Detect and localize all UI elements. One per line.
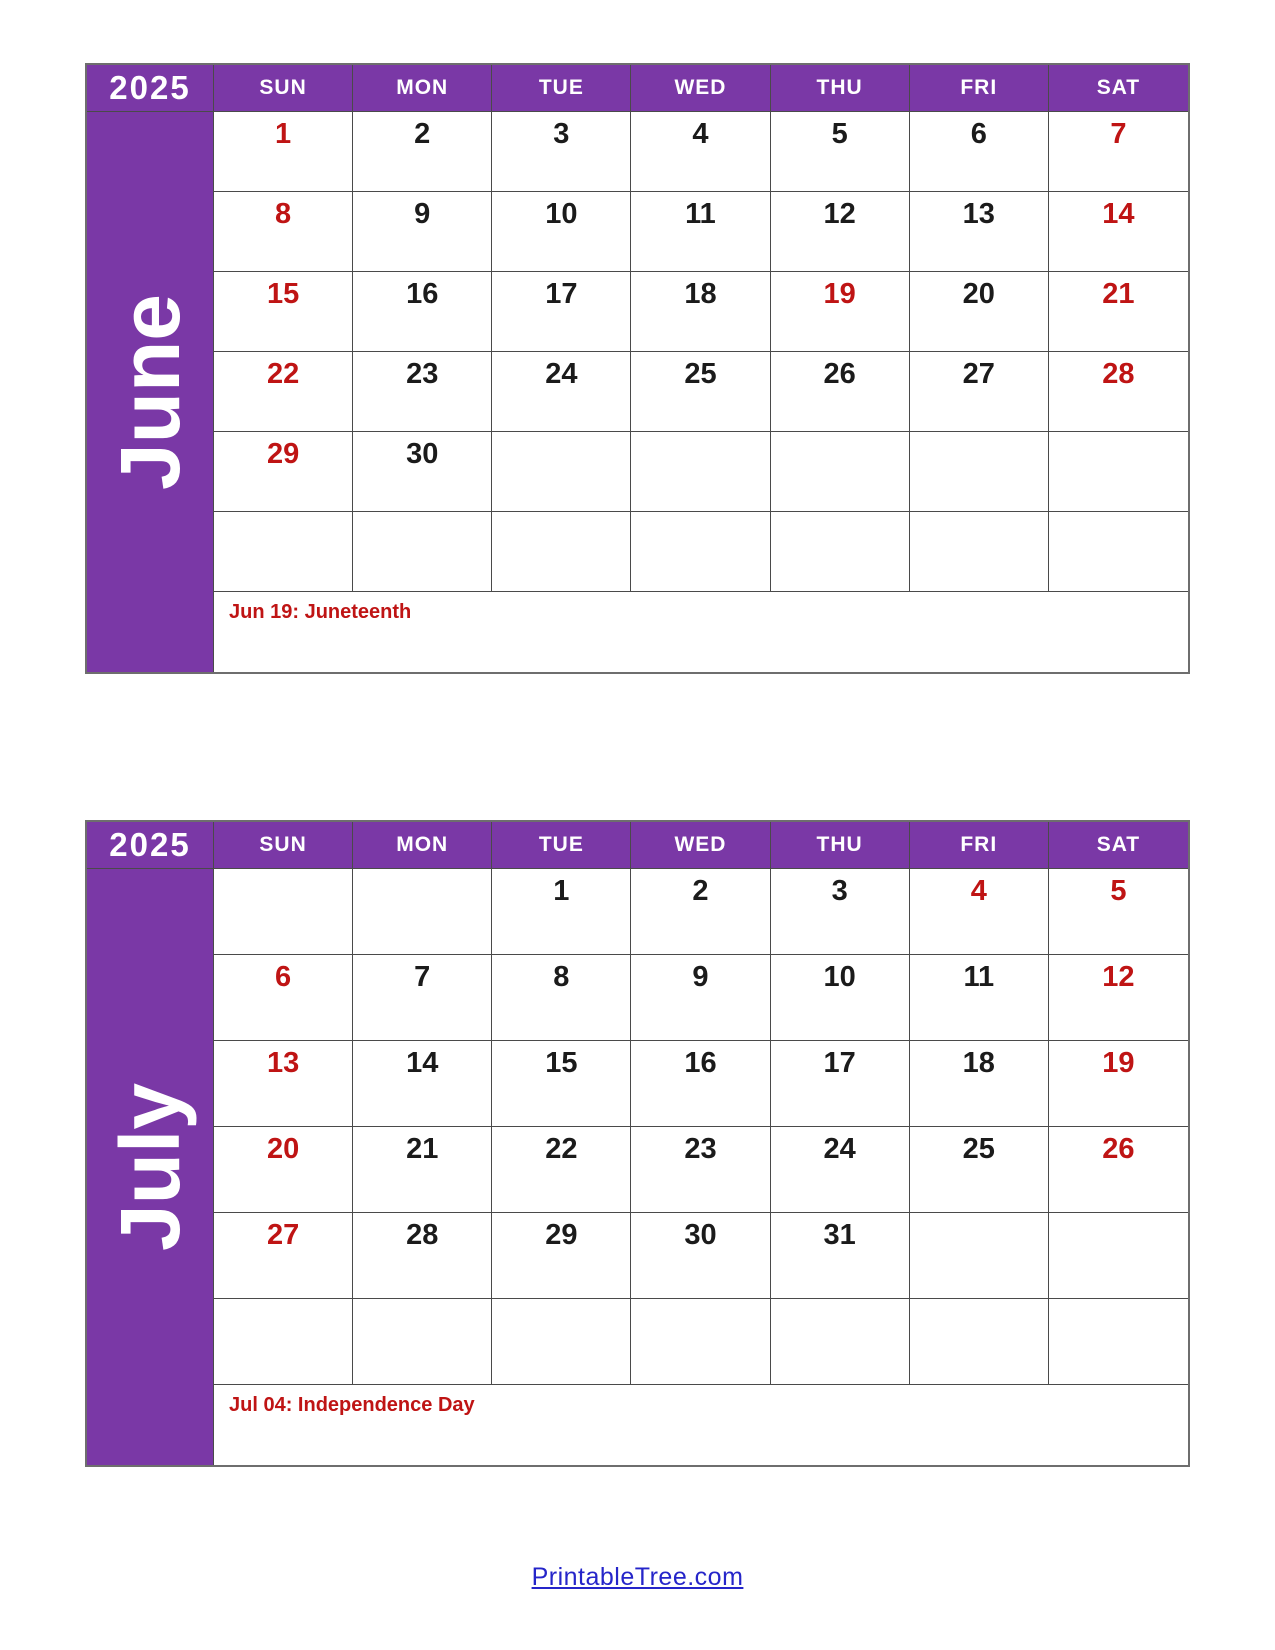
date-cell: 6 bbox=[214, 955, 353, 1041]
date-cell: 30 bbox=[631, 1213, 770, 1299]
date-cell: 11 bbox=[631, 192, 770, 272]
date-cell: 25 bbox=[631, 352, 770, 432]
date-cell: 14 bbox=[353, 1041, 492, 1127]
date-cell: 10 bbox=[771, 955, 910, 1041]
date-cell: 29 bbox=[214, 432, 353, 512]
date-cell: 2 bbox=[353, 112, 492, 192]
date-cell bbox=[771, 432, 910, 512]
date-cell: 5 bbox=[771, 112, 910, 192]
date-cell bbox=[1049, 1299, 1188, 1385]
weekday-header-tue: TUE bbox=[492, 822, 631, 869]
date-cell bbox=[492, 512, 631, 592]
weekday-header-thu: THU bbox=[771, 822, 910, 869]
date-cell bbox=[492, 1299, 631, 1385]
date-cell: 9 bbox=[631, 955, 770, 1041]
date-cell: 24 bbox=[492, 352, 631, 432]
date-cell: 31 bbox=[771, 1213, 910, 1299]
date-cell: 28 bbox=[1049, 352, 1188, 432]
date-cell: 26 bbox=[771, 352, 910, 432]
date-cell: 3 bbox=[771, 869, 910, 955]
date-cell bbox=[1049, 432, 1188, 512]
date-cell bbox=[631, 1299, 770, 1385]
date-cell: 26 bbox=[1049, 1127, 1188, 1213]
date-cell: 5 bbox=[1049, 869, 1188, 955]
month-label: July bbox=[103, 1082, 197, 1252]
weekday-header-sun: SUN bbox=[214, 822, 353, 869]
date-cell: 13 bbox=[214, 1041, 353, 1127]
weekday-header-sat: SAT bbox=[1049, 65, 1188, 112]
weekday-header-wed: WED bbox=[631, 822, 770, 869]
date-cell bbox=[910, 512, 1049, 592]
weekday-header-wed: WED bbox=[631, 65, 770, 112]
date-cell: 15 bbox=[492, 1041, 631, 1127]
month-sidebar bbox=[87, 112, 214, 672]
footer bbox=[0, 1563, 1275, 1592]
date-cell: 8 bbox=[492, 955, 631, 1041]
date-cell bbox=[631, 512, 770, 592]
date-cell: 18 bbox=[631, 272, 770, 352]
weekday-header-fri: FRI bbox=[910, 65, 1049, 112]
date-cell: 13 bbox=[910, 192, 1049, 272]
month-sidebar bbox=[87, 869, 214, 1465]
date-cell: 18 bbox=[910, 1041, 1049, 1127]
date-cell bbox=[1049, 512, 1188, 592]
date-cell: 22 bbox=[214, 352, 353, 432]
july-calendar bbox=[85, 820, 1190, 1467]
date-cell bbox=[771, 1299, 910, 1385]
date-cell: 16 bbox=[631, 1041, 770, 1127]
date-cell bbox=[214, 869, 353, 955]
date-cell bbox=[910, 432, 1049, 512]
weekday-header-thu: THU bbox=[771, 65, 910, 112]
date-cell: 4 bbox=[631, 112, 770, 192]
date-cell: 19 bbox=[1049, 1041, 1188, 1127]
date-cell bbox=[353, 512, 492, 592]
month-label: June bbox=[103, 293, 197, 491]
date-cell: 27 bbox=[214, 1213, 353, 1299]
date-cell: 22 bbox=[492, 1127, 631, 1213]
date-cell: 7 bbox=[353, 955, 492, 1041]
date-cell: 1 bbox=[214, 112, 353, 192]
date-cell bbox=[353, 1299, 492, 1385]
date-cell: 7 bbox=[1049, 112, 1188, 192]
date-cell bbox=[771, 512, 910, 592]
date-cell bbox=[910, 1299, 1049, 1385]
date-cell: 27 bbox=[910, 352, 1049, 432]
date-cell: 21 bbox=[353, 1127, 492, 1213]
date-cell: 12 bbox=[771, 192, 910, 272]
date-cell: 8 bbox=[214, 192, 353, 272]
date-cell bbox=[1049, 1213, 1188, 1299]
date-cell bbox=[910, 1213, 1049, 1299]
date-cell: 17 bbox=[771, 1041, 910, 1127]
date-cell: 19 bbox=[771, 272, 910, 352]
date-cell: 15 bbox=[214, 272, 353, 352]
date-cell bbox=[631, 432, 770, 512]
date-cell: 11 bbox=[910, 955, 1049, 1041]
date-cell: 9 bbox=[353, 192, 492, 272]
weekday-header-fri: FRI bbox=[910, 822, 1049, 869]
date-cell: 21 bbox=[1049, 272, 1188, 352]
date-cell: 17 bbox=[492, 272, 631, 352]
date-cell: 20 bbox=[910, 272, 1049, 352]
date-cell: 30 bbox=[353, 432, 492, 512]
date-cell: 6 bbox=[910, 112, 1049, 192]
date-cell: 20 bbox=[214, 1127, 353, 1213]
date-cell: 23 bbox=[631, 1127, 770, 1213]
date-cell: 1 bbox=[492, 869, 631, 955]
printabletree-link[interactable]: PrintableTree.com bbox=[531, 1563, 744, 1591]
date-cell: 12 bbox=[1049, 955, 1188, 1041]
date-cell: 10 bbox=[492, 192, 631, 272]
date-cell: 4 bbox=[910, 869, 1049, 955]
weekday-header-sun: SUN bbox=[214, 65, 353, 112]
weekday-header-sat: SAT bbox=[1049, 822, 1188, 869]
date-cell: 24 bbox=[771, 1127, 910, 1213]
date-cell: 16 bbox=[353, 272, 492, 352]
date-cell: 14 bbox=[1049, 192, 1188, 272]
weekday-header-mon: MON bbox=[353, 822, 492, 869]
date-cell bbox=[214, 512, 353, 592]
date-cell bbox=[492, 432, 631, 512]
year-label: 2025 bbox=[87, 65, 214, 112]
date-cell: 25 bbox=[910, 1127, 1049, 1213]
year-label: 2025 bbox=[87, 822, 214, 869]
holiday-note: Jul 04: Independence Day bbox=[229, 1394, 475, 1416]
holiday-note: Jun 19: Juneteenth bbox=[229, 601, 412, 623]
date-cell bbox=[353, 869, 492, 955]
date-cell: 29 bbox=[492, 1213, 631, 1299]
weekday-header-mon: MON bbox=[353, 65, 492, 112]
weekday-header-tue: TUE bbox=[492, 65, 631, 112]
date-cell: 2 bbox=[631, 869, 770, 955]
date-cell: 23 bbox=[353, 352, 492, 432]
date-cell: 3 bbox=[492, 112, 631, 192]
date-cell: 28 bbox=[353, 1213, 492, 1299]
date-cell bbox=[214, 1299, 353, 1385]
june-calendar bbox=[85, 63, 1190, 674]
